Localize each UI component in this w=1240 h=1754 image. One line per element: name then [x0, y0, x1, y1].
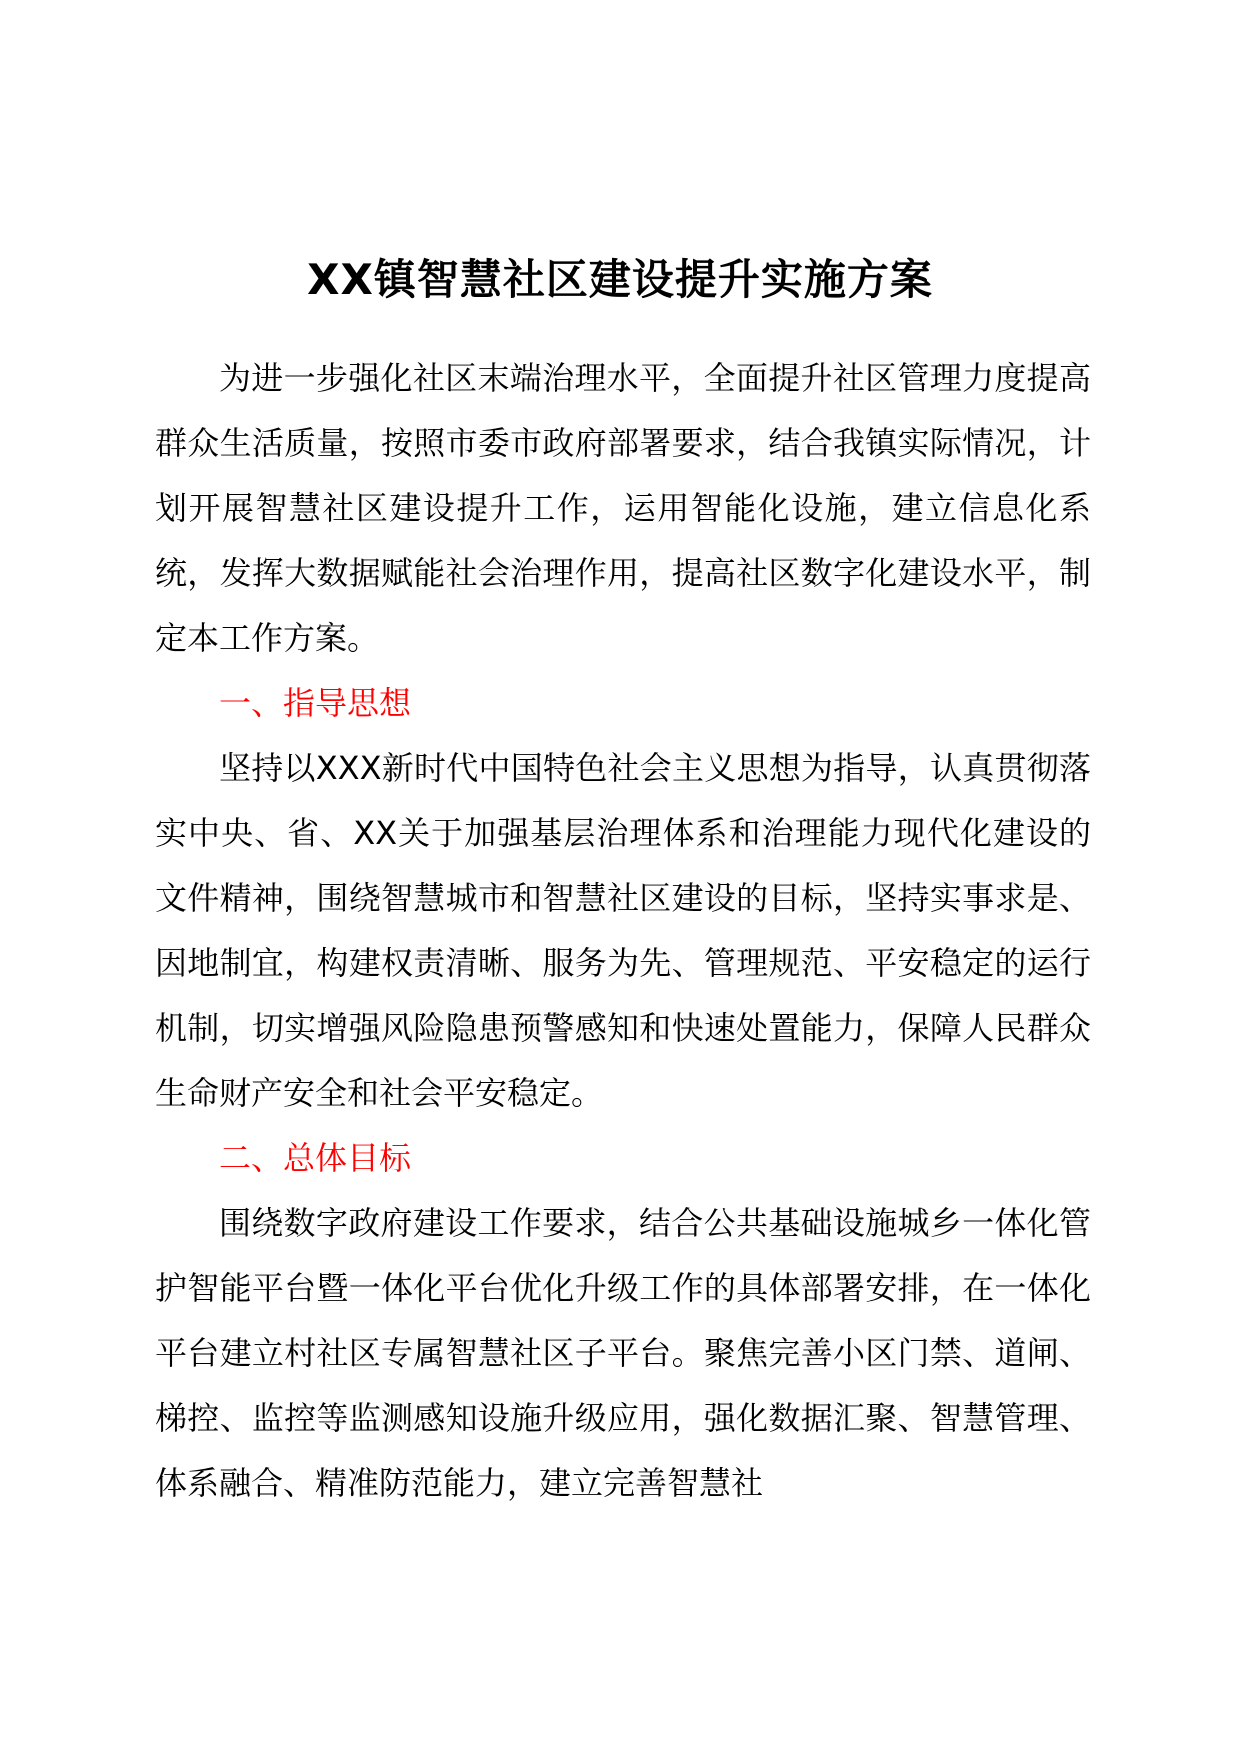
section-paragraph-guiding-ideology: 坚持以XXX新时代中国特色社会主义思想为指导，认真贯彻落实中央、省、XX关于加强基层治理体系和治理能力现代化建设的文件精神，围绕智慧城市和智慧社区建设的目标，坚持实事求是、因地制宜，构建权责清晰、服务为先、管理规范、平安稳定的运行机制，切实增强风险隐患预警感知和快速处置能力，保障人民群众生命财产安全和社会平安稳定。: [155, 749, 1091, 1112]
section-paragraph-overall-goal: 围绕数字政府建设工作要求，结合公共基础设施城乡一体化管护智能平台暨一体化平台优化升级工作的具体部署安排，在一体化平台建立村社区专属智慧社区子平台。聚焦完善小区门禁、道闸、梯控、监控等监测感知设施升级应用，强化数据汇聚、智慧管理、体系融合、精准防范能力，建立完善智慧社: [155, 1204, 1091, 1502]
document-body: [155, 346, 1091, 1516]
document-title: XX镇智慧社区建设提升实施方案: [307, 255, 933, 304]
section-heading-guiding-ideology: 一、指导思想: [219, 684, 412, 722]
section-heading-overall-goal: 二、总体目标: [219, 1139, 412, 1177]
intro-paragraph: 为进一步强化社区末端治理水平，全面提升社区管理力度提高群众生活质量，按照市委市政府部署要求，结合我镇实际情况，计划开展智慧社区建设提升工作，运用智能化设施，建立信息化系统，发挥大数据赋能社会治理作用，提高社区数字化建设水平，制定本工作方案。: [155, 359, 1091, 657]
